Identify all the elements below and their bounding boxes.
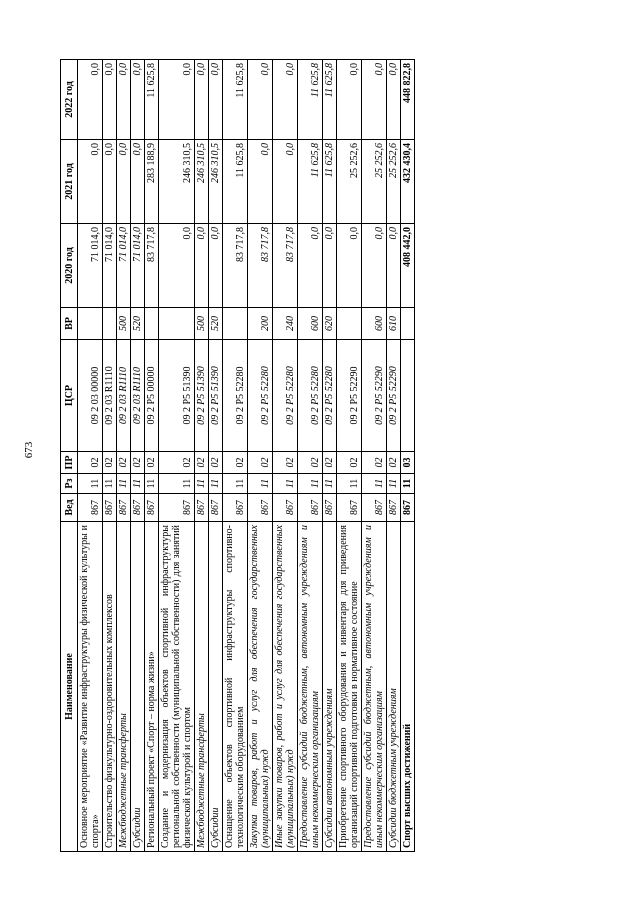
- row-2021: 0,0: [273, 140, 298, 224]
- row-ved: 867: [248, 494, 273, 522]
- budget-table: [60, 59, 415, 852]
- row-2021: 25 252,6: [362, 140, 387, 224]
- row-2022: 0,0: [248, 60, 273, 140]
- row-csr: 09 2 P5 52280: [323, 340, 337, 452]
- row-pr: 02: [103, 452, 117, 474]
- row-2022: 0,0: [117, 60, 131, 140]
- row-2022: 0,0: [195, 60, 209, 140]
- row-pr: 02: [78, 452, 103, 474]
- row-ved: 867: [298, 494, 323, 522]
- row-2022: 0,0: [159, 60, 195, 140]
- row-2021: 246 310,5: [195, 140, 209, 224]
- row-2020: 0,0: [209, 224, 223, 308]
- row-csr: 09 2 P5 00000: [145, 340, 159, 452]
- table-row: [248, 60, 273, 852]
- header-csr: ЦСР: [61, 340, 78, 452]
- row-2021: 0,0: [131, 140, 145, 224]
- row-name: Субсидии автономным учреждениям: [323, 522, 337, 852]
- row-rz: 11: [401, 474, 415, 494]
- row-ved: 867: [337, 494, 362, 522]
- row-csr: [401, 340, 415, 452]
- row-pr: 03: [401, 452, 415, 474]
- row-ved: 867: [323, 494, 337, 522]
- row-name: Субсидии: [209, 522, 223, 852]
- row-vr: [145, 308, 159, 340]
- row-csr: 09 2 P5 52290: [337, 340, 362, 452]
- row-rz: 11: [103, 474, 117, 494]
- row-2021: 0,0: [248, 140, 273, 224]
- table-row: [273, 60, 298, 852]
- row-2020: 71 014,0: [103, 224, 117, 308]
- row-2021: 283 188,9: [145, 140, 159, 224]
- row-name: Предоставление субсидий бюджетным, автономным учреждениям и иным некоммерческим организациям: [298, 522, 323, 852]
- row-2022: 0,0: [273, 60, 298, 140]
- row-2021: 11 625,8: [223, 140, 248, 224]
- row-vr: 600: [362, 308, 387, 340]
- table-row: [195, 60, 209, 852]
- row-rz: 11: [145, 474, 159, 494]
- header-ved: Вед: [61, 494, 78, 522]
- row-2021: 246 310,5: [159, 140, 195, 224]
- row-name: Спорт высших достижений: [401, 522, 415, 852]
- row-2020: 408 442,0: [401, 224, 415, 308]
- page-number: 673: [23, 441, 35, 459]
- row-2022: 0,0: [362, 60, 387, 140]
- row-rz: 11: [323, 474, 337, 494]
- table-row: [298, 60, 323, 852]
- header-vr: ВР: [61, 308, 78, 340]
- row-name: Иные закупки товаров, работ и услуг для обеспечения государственных (муниципальных) нужд: [273, 522, 298, 852]
- row-csr: 09 2 P5 51390: [159, 340, 195, 452]
- row-2020: 0,0: [195, 224, 209, 308]
- row-rz: 11: [209, 474, 223, 494]
- row-ved: 867: [159, 494, 195, 522]
- table-row: [131, 60, 145, 852]
- header-pr: ПР: [61, 452, 78, 474]
- row-rz: 11: [223, 474, 248, 494]
- row-pr: 02: [209, 452, 223, 474]
- header-rz: Рз: [61, 474, 78, 494]
- row-2021: 0,0: [78, 140, 103, 224]
- table-row: [103, 60, 117, 852]
- table-row: [159, 60, 195, 852]
- row-csr: 09 2 P5 52280: [223, 340, 248, 452]
- table-row: [337, 60, 362, 852]
- row-rz: 11: [387, 474, 401, 494]
- row-2022: 0,0: [387, 60, 401, 140]
- row-csr: 09 2 P5 51390: [209, 340, 223, 452]
- row-ved: 867: [387, 494, 401, 522]
- row-2020: 71 014,0: [117, 224, 131, 308]
- row-2020: 83 717,8: [273, 224, 298, 308]
- row-name: Субсидии бюджетным учреждениям: [387, 522, 401, 852]
- row-2022: 0,0: [103, 60, 117, 140]
- row-ved: 867: [131, 494, 145, 522]
- rotated-page: [60, 60, 415, 852]
- row-rz: 11: [117, 474, 131, 494]
- row-rz: 11: [159, 474, 195, 494]
- row-2021: 11 625,8: [298, 140, 323, 224]
- row-pr: 02: [337, 452, 362, 474]
- row-ved: 867: [223, 494, 248, 522]
- row-rz: 11: [131, 474, 145, 494]
- row-ved: 867: [273, 494, 298, 522]
- row-rz: 11: [195, 474, 209, 494]
- table-row: [223, 60, 248, 852]
- row-vr: 520: [209, 308, 223, 340]
- row-2020: 0,0: [159, 224, 195, 308]
- row-2020: 71 014,0: [78, 224, 103, 308]
- table-row: [209, 60, 223, 852]
- row-2022: 11 625,8: [323, 60, 337, 140]
- row-csr: 09 2 P5 52280: [273, 340, 298, 452]
- row-name: Приобретение спортивного оборудования и инвентаря для приведения организаций спортивной подготовки в нормативное состояние: [337, 522, 362, 852]
- row-2021: 11 625,8: [323, 140, 337, 224]
- row-2021: 25 252,6: [387, 140, 401, 224]
- row-name: Межбюджетные трансферты: [195, 522, 209, 852]
- row-csr: 09 2 P5 52280: [298, 340, 323, 452]
- row-rz: 11: [362, 474, 387, 494]
- row-pr: 02: [117, 452, 131, 474]
- row-name: Оснащение объектов спортивной инфраструктуры спортивно-технологическим оборудованием: [223, 522, 248, 852]
- row-2021: 0,0: [103, 140, 117, 224]
- row-ved: 867: [209, 494, 223, 522]
- row-ved: 867: [401, 494, 415, 522]
- row-pr: 02: [273, 452, 298, 474]
- row-pr: 02: [159, 452, 195, 474]
- row-ved: 867: [362, 494, 387, 522]
- row-ved: 867: [117, 494, 131, 522]
- row-rz: 11: [298, 474, 323, 494]
- row-ved: 867: [145, 494, 159, 522]
- row-pr: 02: [131, 452, 145, 474]
- row-pr: 02: [195, 452, 209, 474]
- row-rz: 11: [337, 474, 362, 494]
- row-rz: 11: [248, 474, 273, 494]
- row-pr: 02: [223, 452, 248, 474]
- row-vr: 520: [131, 308, 145, 340]
- row-2021: 25 252,6: [337, 140, 362, 224]
- row-rz: 11: [78, 474, 103, 494]
- row-vr: [337, 308, 362, 340]
- row-name: Создание и модернизация объектов спортивной инфраструктуры региональной собственности (муниципальной собственности) для занятий физической культурой и спортом: [159, 522, 195, 852]
- row-vr: 500: [195, 308, 209, 340]
- header-2020: 2020 год: [61, 224, 78, 308]
- row-vr: [103, 308, 117, 340]
- row-2022: 11 625,8: [298, 60, 323, 140]
- row-csr: 09 2 03 R1110: [117, 340, 131, 452]
- row-pr: 02: [145, 452, 159, 474]
- row-2020: 83 717,8: [145, 224, 159, 308]
- row-2022: 11 625,8: [145, 60, 159, 140]
- row-ved: 867: [103, 494, 117, 522]
- table-row: [362, 60, 387, 852]
- header-row: [61, 60, 78, 852]
- row-vr: 500: [117, 308, 131, 340]
- table-row: [401, 60, 415, 852]
- row-2022: 448 822,8: [401, 60, 415, 140]
- row-name: Основное мероприятие «Развитие инфраструктуры физической культуры и спорта»: [78, 522, 103, 852]
- row-rz: 11: [273, 474, 298, 494]
- row-pr: 02: [248, 452, 273, 474]
- header-name: Наименование: [61, 522, 78, 852]
- row-2022: 0,0: [337, 60, 362, 140]
- row-vr: 200: [248, 308, 273, 340]
- row-2020: 0,0: [337, 224, 362, 308]
- row-name: Предоставление субсидий бюджетным, автономным учреждениям и иным некоммерческим организациям: [362, 522, 387, 852]
- row-vr: 610: [387, 308, 401, 340]
- row-pr: 02: [362, 452, 387, 474]
- row-name: Строительство физкультурно-оздоровительных комплексов: [103, 522, 117, 852]
- row-2022: 11 625,8: [223, 60, 248, 140]
- row-2020: 71 014,0: [131, 224, 145, 308]
- table-row: [323, 60, 337, 852]
- row-2020: 0,0: [387, 224, 401, 308]
- row-vr: 620: [323, 308, 337, 340]
- row-csr: 09 2 03 R1110: [131, 340, 145, 452]
- row-pr: 02: [323, 452, 337, 474]
- row-name: Субсидии: [131, 522, 145, 852]
- row-2022: 0,0: [78, 60, 103, 140]
- row-2022: 0,0: [209, 60, 223, 140]
- row-csr: 09 2 P5 52280: [248, 340, 273, 452]
- row-vr: 240: [273, 308, 298, 340]
- row-2020: 83 717,8: [248, 224, 273, 308]
- row-vr: [223, 308, 248, 340]
- row-ved: 867: [195, 494, 209, 522]
- row-name: Региональный проект «Спорт – норма жизни»: [145, 522, 159, 852]
- row-vr: 600: [298, 308, 323, 340]
- table-row: [78, 60, 103, 852]
- row-vr: [401, 308, 415, 340]
- row-csr: 09 2 P5 52290: [387, 340, 401, 452]
- row-2020: 0,0: [298, 224, 323, 308]
- row-vr: [78, 308, 103, 340]
- header-2021: 2021 год: [61, 140, 78, 224]
- row-2020: 83 717,8: [223, 224, 248, 308]
- row-vr: [159, 308, 195, 340]
- row-pr: 02: [298, 452, 323, 474]
- row-csr: 09 2 P5 52290: [362, 340, 387, 452]
- header-2022: 2022 год: [61, 60, 78, 140]
- row-2021: 0,0: [117, 140, 131, 224]
- table-row: [117, 60, 131, 852]
- row-csr: 09 2 03 00000: [78, 340, 103, 452]
- row-ved: 867: [78, 494, 103, 522]
- row-pr: 02: [387, 452, 401, 474]
- row-2021: 432 430,4: [401, 140, 415, 224]
- table-row: [145, 60, 159, 852]
- row-2020: 0,0: [362, 224, 387, 308]
- row-name: Межбюджетные трансферты: [117, 522, 131, 852]
- row-2020: 0,0: [323, 224, 337, 308]
- row-2021: 246 310,5: [209, 140, 223, 224]
- row-name: Закупка товаров, работ и услуг для обеспечения государственных (муниципальных) нужд: [248, 522, 273, 852]
- table-body: [78, 60, 415, 852]
- row-csr: 09 2 P5 51390: [195, 340, 209, 452]
- table-row: [387, 60, 401, 852]
- row-2022: 0,0: [131, 60, 145, 140]
- row-csr: 09 2 03 R1110: [103, 340, 117, 452]
